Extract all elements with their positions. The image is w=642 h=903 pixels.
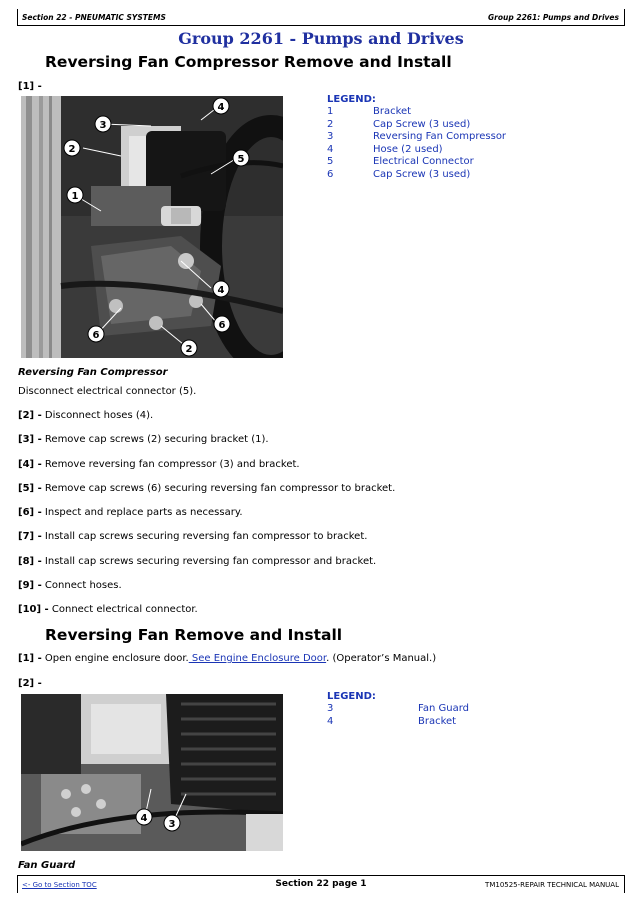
step-row: [6] - Inspect and replace parts as necessary. xyxy=(18,507,243,518)
legend-row: 1 Bracket xyxy=(327,106,412,117)
svg-text:4: 4 xyxy=(140,813,148,824)
figure-caption: Fan Guard xyxy=(18,860,76,871)
step-row: [8] - Install cap screws securing reversing fan compressor and bracket. xyxy=(18,556,377,567)
svg-text:2: 2 xyxy=(68,144,76,155)
step-row: [5] - Remove cap screws (6) securing reversing fan compressor to bracket. xyxy=(18,483,396,494)
legend-list xyxy=(327,703,527,728)
callout-4 xyxy=(136,809,152,825)
svg-text:1: 1 xyxy=(71,191,79,202)
svg-text:3: 3 xyxy=(99,120,107,131)
manual-title: TM10525-REPAIR TECHNICAL MANUAL xyxy=(485,881,619,889)
svg-text:2: 2 xyxy=(185,344,193,355)
svg-text:6: 6 xyxy=(92,330,100,341)
legend-row: 5 Electrical Connector xyxy=(327,156,474,167)
legend-title: LEGEND: xyxy=(327,94,376,105)
page-number: Section 22 page 1 xyxy=(275,879,367,889)
compressor-photo xyxy=(21,96,283,358)
legend-row: 3 Fan Guard xyxy=(327,703,469,714)
step-row: [4] - Remove reversing fan compressor (3) and bracket. xyxy=(18,459,300,470)
header-rule xyxy=(18,25,624,26)
section-toc-link[interactable]: <- Go to Section TOC xyxy=(22,881,97,889)
step-row: [7] - Install cap screws securing reversing fan compressor to bracket. xyxy=(18,531,368,542)
svg-text:5: 5 xyxy=(237,154,245,165)
svg-text:3: 3 xyxy=(168,819,176,830)
header-section: Section 22 - PNEUMATIC SYSTEMS xyxy=(22,13,166,22)
callout-6 xyxy=(88,326,104,342)
step-row: [10] - Connect electrical connector. xyxy=(18,604,198,615)
legend-title: LEGEND: xyxy=(327,691,376,702)
section-title-fan: Reversing Fan Remove and Install xyxy=(45,626,343,644)
legend-row: 3 Reversing Fan Compressor xyxy=(327,131,507,142)
callout-3 xyxy=(164,815,180,831)
svg-text:4: 4 xyxy=(217,285,225,296)
callout-2 xyxy=(64,140,80,156)
intro-text: Disconnect electrical connector (5). xyxy=(18,386,197,397)
engine-enclosure-door-link[interactable]: See Engine Enclosure Door xyxy=(188,653,327,664)
step-row: [2] - Disconnect hoses (4). xyxy=(18,410,154,421)
svg-text:6: 6 xyxy=(218,320,226,331)
header-right-bar xyxy=(624,9,625,26)
callout-4 xyxy=(213,98,229,114)
section-title-compressor: Reversing Fan Compressor Remove and Install xyxy=(45,53,452,71)
step-label: [2] - xyxy=(18,678,42,689)
fan-guard-photo-drawing xyxy=(21,694,283,851)
legend-row: 4 Hose (2 used) xyxy=(327,143,443,155)
figure-caption: Reversing Fan Compressor xyxy=(18,367,168,378)
compressor-photo-drawing xyxy=(21,96,283,358)
group-title: Group 2261 - Pumps and Drives xyxy=(178,29,464,48)
step-label: [1] - xyxy=(18,81,42,92)
step-row: [1] - Open engine enclosure door. See Engine Enclosure Door. (Operator’s Manual.) xyxy=(18,653,437,664)
callout-4b xyxy=(213,281,229,297)
svg-text:4: 4 xyxy=(217,102,225,113)
callout-5 xyxy=(233,150,249,166)
step-row: [3] - Remove cap screws (2) securing bracket (1). xyxy=(18,434,269,445)
callout-2b xyxy=(181,340,197,356)
header-left-bar xyxy=(17,9,18,26)
step-row: [9] - Connect hoses. xyxy=(18,580,122,591)
callout-6b xyxy=(214,316,230,332)
legend-row: 4 Bracket xyxy=(327,715,457,727)
legend-row: 6 Cap Screw (3 used) xyxy=(327,168,471,180)
header-group: Group 2261: Pumps and Drives xyxy=(488,13,619,22)
callout-1 xyxy=(67,187,83,203)
legend-row: 2 Cap Screw (3 used) xyxy=(327,118,471,130)
fan-guard-photo xyxy=(21,694,283,851)
callout-3 xyxy=(95,116,111,132)
footer-rule xyxy=(18,875,624,876)
legend-list xyxy=(327,106,527,181)
